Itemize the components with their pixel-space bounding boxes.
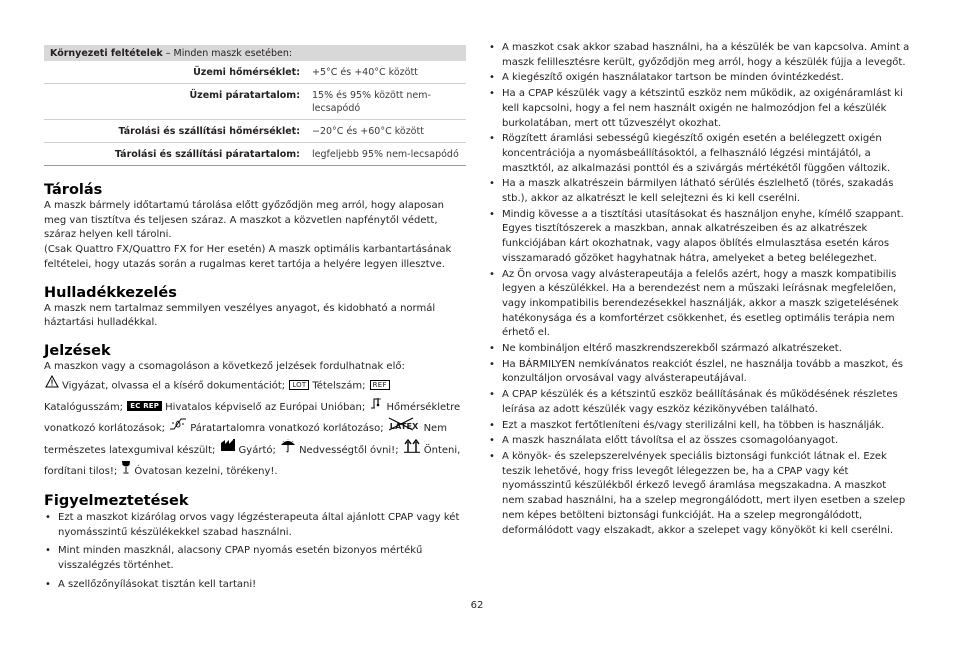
env-table-header — [44, 45, 466, 61]
list-item: • A könyök- és szelepszerelvények speciális biztonsági funkciót látnak el. Ezek teszik lehetővé, hogy friss levegőt lélegezzen be, ha a CPAP vagy két nyomásszintű készülékből érkező levegő áramlása megszakadna. A maszkot nem szabad használni, ha a szelep megrongálódott, mert ilyen esetben a szelep nem képes betölteni biztonsági funkcióját. Ha a szelep megrongálódott, deformálódott vagy elszakadt, akkor a szelepet vagy könyököt ki kell cserélni. — [488, 450, 910, 538]
lot-label: Tételszám; — [312, 379, 366, 391]
caution-triangle-icon — [45, 375, 59, 396]
manufacturer-icon — [220, 439, 236, 460]
temperature-limit-icon — [369, 396, 383, 418]
symbols-intro: A maszkon vagy a csomagoláson a következő jelzések fordulhatnak elő: — [44, 360, 405, 372]
humidity-label: Páratartalomra vonatkozó korlátozáso; — [190, 422, 384, 434]
disposal-section — [44, 284, 466, 331]
list-item: • A szellőzőnyílásokat tisztán kell tartani! — [44, 578, 466, 593]
env-header-rest: – Minden maszk esetében: — [162, 48, 293, 59]
caution-label: Vigyázat, olvassa el a kísérő dokumentációt; — [62, 379, 286, 391]
env-row — [44, 84, 466, 120]
list-item: • Ha a CPAP készülék vagy a kétszintű eszköz nem működik, az oxigénáramlást ki kell kapcsolni, hogy a fel nem használt oxigén ne halmozódjon fel a készülék burkolatában, mert ott tűzveszélyt okozhat. — [488, 87, 910, 131]
env-row — [44, 61, 466, 84]
env-row-value: legfeljebb 95% nem-lecsapódó — [312, 149, 459, 160]
ec-rep-symbol: EC REP — [127, 401, 162, 411]
storage-section — [44, 181, 466, 273]
env-row — [44, 143, 466, 166]
list-item: • Rögzített áramlási sebességű kiegészítő oxigén esetén a belélegzett oxigén koncentrációja a nyomásbeállításoktól, a felhasználó légzési mintájától, a masztktól, az alkalmazási ponttól és a szivárgás mértékétől függően változik. — [488, 132, 910, 176]
keep-dry-label: Nedvességtől óvni!; — [299, 444, 399, 456]
list-item: • Az Ön orvosa vagy alvásterapeutája a felelős azért, hogy a maszk kompatibilis legyen a készülékkel. Ha a berendezést nem a műszaki leírásnak megfelelően, vagy inkompatibilis berendezésekkel használják, akkor a maszk szigetelésének hatékonysága és a komfortérzet csökkenhet, és esetleg optimális terápia nem érhető el. — [488, 268, 910, 342]
list-item: • A CPAP készülék és a kétszintű eszköz beállításának és működésének részletes leírása az adott készülék vagy eszköz kézikönyvében található. — [488, 388, 910, 417]
env-row-value: −20°C és +60°C között — [312, 126, 424, 137]
env-header-bold: Környezeti feltételek — [50, 48, 163, 59]
list-item: • Mint minden maszknál, alacsony CPAP nyomás esetén bizonyos mértékű visszalégzés történhet. — [44, 544, 466, 573]
warnings-heading: Figyelmeztetések — [44, 492, 189, 509]
list-item: • Ezt a maszkot kizárólag orvos vagy légzésterapeuta által ajánlott CPAP vagy két nyomásszintű készülékekkel szabad használni. — [44, 511, 466, 540]
list-item: • Mindig kövesse a a tisztítási utasításokat és használjon enyhe, kímélő szappant. Egyes tisztítószerek a maszkban, annak alkatrészeiben és az alkatrészek funkciójában kárt okozhatnak, vagy alapos öblítés elmulasztása esetén káros visszamaradó gőzöket hagyhatnak hátra, amelyeket a beteg belélegezhet. — [488, 208, 910, 267]
right-column — [488, 41, 910, 539]
env-row-label: Tárolási és szállítási hőmérséklet: — [118, 126, 300, 137]
warnings-section — [44, 492, 466, 593]
symbols-list — [44, 375, 466, 482]
storage-note: (Csak Quattro FX/Quattro FX for Her esetén) A maszk optimális karbantartásának feltételei, hogy utazás során a rugalmas keret tartója a helyére legyen illesztve. — [44, 244, 452, 270]
page-number: 62 — [470, 600, 484, 611]
manufacturer-label: Gyártó; — [238, 444, 276, 456]
humidity-limit-icon — [169, 417, 187, 439]
env-row-label: Tárolási és szállítási páratartalom: — [114, 149, 300, 160]
env-row-label: Üzemi hőmérséklet: — [193, 67, 300, 78]
list-item: • A kiegészítő oxigén használatakor tartson be minden óvintézkedést. — [488, 71, 910, 86]
env-row-value: 15% és 95% között nem-lecsapódó — [312, 90, 431, 114]
ref-label: Katalógusszám; — [44, 401, 124, 413]
disposal-paragraph: A maszk nem tartalmaz semmilyen veszélyes anyagot, és kidobható a normál háztartási hulladékkal. — [44, 302, 436, 329]
list-item: • Ezt a maszkot fertőtleníteni és/vagy sterilizálni kell, ha többen is használják. — [488, 419, 910, 434]
ref-symbol: REF — [370, 380, 390, 390]
env-row-value: +5°C és +40°C között — [312, 67, 418, 78]
list-item: • A maszk használata előtt távolítsa el az összes csomagolóanyagot. — [488, 434, 910, 449]
ec-rep-label: Hivatalos képviselő az Európai Unióban; — [165, 401, 366, 413]
storage-heading: Tárolás — [44, 182, 103, 198]
storage-paragraph: A maszk bármely időtartamú tárolása előtt győződjön meg arról, hogy alaposan meg van tisztítva és teljesen száraz. A maszkot a közvetlen napfénytől védett, száraz helyen kell tárolni. — [44, 200, 444, 241]
env-row — [44, 120, 466, 143]
list-item: • Ne kombináljon eltérő maszkrendszerekből származó alkatrészeket. — [488, 342, 910, 357]
latex-symbol: LATEX — [389, 421, 419, 431]
fragile-label: Óvatosan kezelni, törékeny!. — [134, 466, 278, 478]
latex-label: Nem természetes latexgumival készült; — [44, 422, 447, 456]
list-item: • Ha a maszk alkatrészein bármilyen látható sérülés észlelhető (törés, szakadás stb.), akkor az alkatrészt le kell selejtezni és ki kell cserélni. — [488, 177, 910, 206]
env-row-label: Üzemi páratartalom: — [189, 90, 300, 101]
symbols-heading: Jelzések — [44, 342, 111, 359]
keep-dry-umbrella-icon — [280, 439, 296, 461]
fragile-glass-icon — [121, 460, 131, 482]
this-way-up-icon — [403, 439, 421, 461]
latex-free-icon — [388, 419, 421, 438]
environmental-conditions-table — [44, 45, 466, 166]
this-way-up-label: Önteni, fordítani tilos!; — [44, 444, 461, 478]
warnings-list-right — [488, 41, 910, 538]
temperature-label: Hőmérsékletre vonatkozó korlátozások; — [44, 401, 461, 434]
disposal-heading: Hulladékkezelés — [44, 284, 177, 301]
lot-symbol: LOT — [289, 380, 309, 390]
symbols-section — [44, 342, 466, 482]
list-item: • Ha BÁRMILYEN nemkívánatos reakciót észlel, ne használja tovább a maszkot, és konzultáljon orvosával vagy alvásterapeutájával. — [488, 358, 910, 387]
left-column — [44, 45, 466, 596]
warnings-list-left — [44, 511, 466, 593]
list-item: • A maszkot csak akkor szabad használni, ha a készülék be van kapcsolva. Amint a maszk felillesztésre került, győződjön meg arról, hogy a készülék fújja a levegőt. — [488, 41, 910, 70]
